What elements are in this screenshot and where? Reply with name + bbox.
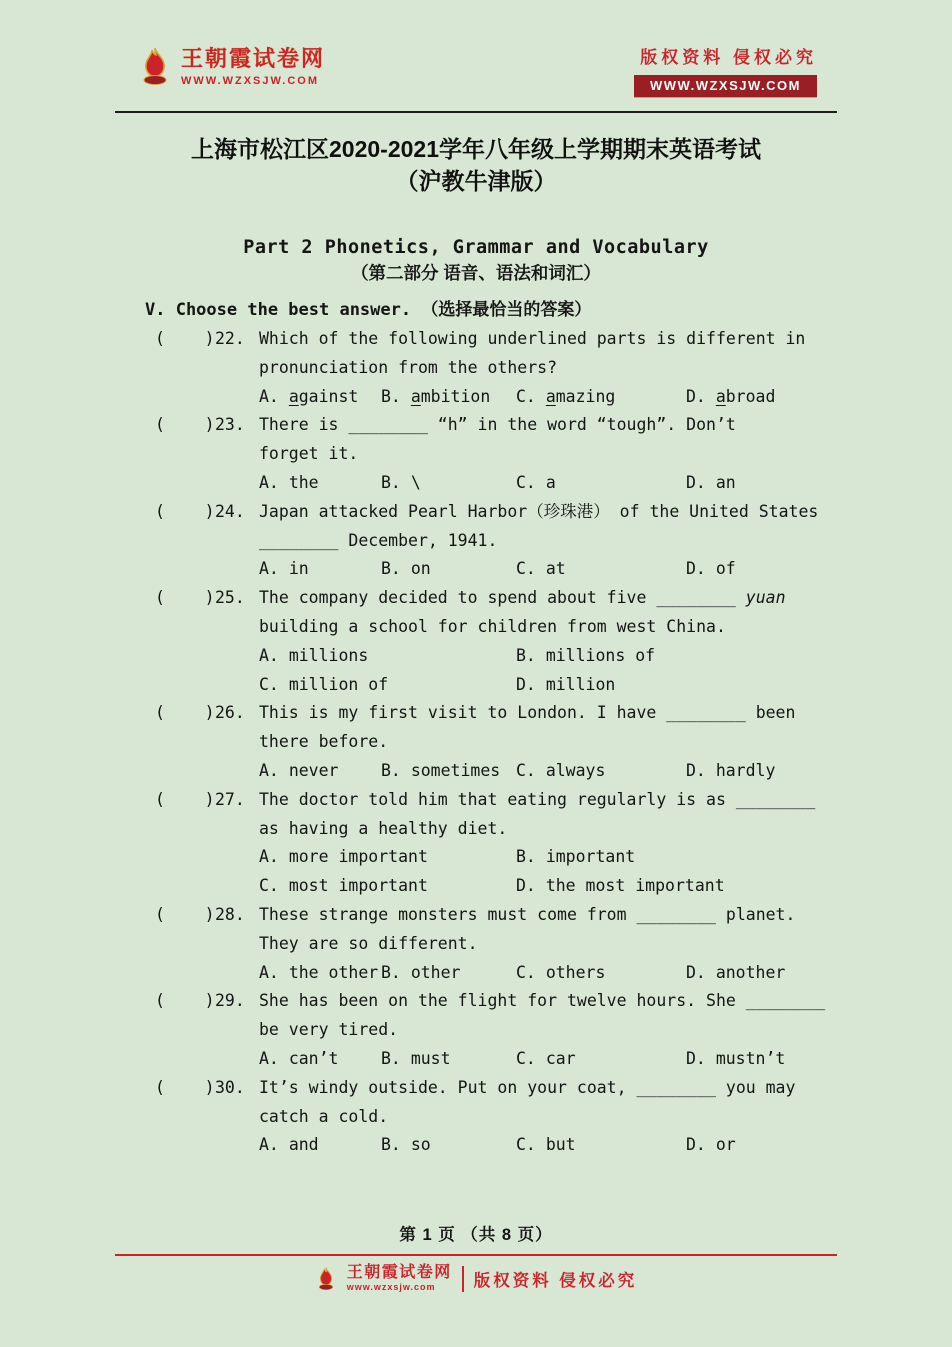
text-segment: Which of the following underlined parts is different in: [259, 329, 806, 348]
site-logo: [137, 46, 325, 89]
option-A: [259, 843, 516, 872]
footer-copyright: 版权资料 侵权必究: [473, 1271, 638, 1290]
question-body: [259, 498, 837, 584]
text-segment: hardly: [715, 760, 776, 780]
underlined-text: a: [410, 386, 421, 406]
text-segment: million of: [288, 674, 389, 694]
question-text-line: [259, 987, 837, 1016]
option-B: [381, 383, 516, 412]
header-divider: [115, 111, 837, 113]
text-segment: \: [410, 472, 421, 492]
option-label: D.: [686, 760, 716, 780]
text-segment: most important: [288, 876, 428, 896]
option-C: [259, 671, 516, 700]
text-segment: or: [715, 1135, 736, 1155]
option-D: [686, 959, 785, 988]
question-text-line: [259, 527, 837, 556]
text-segment: must: [410, 1048, 451, 1068]
option-C: [516, 469, 686, 498]
text-segment: the most important: [545, 876, 725, 896]
question-item: [155, 987, 837, 1073]
option-B: [516, 843, 635, 872]
text-segment: there before.: [259, 732, 389, 752]
option-A: [259, 757, 381, 786]
option-A: [259, 1131, 381, 1160]
question-body: [259, 699, 837, 785]
option-label: D.: [686, 1048, 716, 1068]
text-segment: pronunciation from the others?: [259, 357, 558, 377]
text-segment: an: [715, 472, 736, 492]
option-label: B.: [381, 386, 411, 406]
option-row: [259, 872, 837, 901]
answer-blank-parens: ( ): [155, 415, 215, 435]
option-B: [381, 1045, 516, 1074]
option-A: [259, 642, 516, 671]
text-segment: catch a cold.: [259, 1106, 389, 1126]
option-B: [381, 555, 516, 584]
text-segment: building a school for children from west China.: [259, 616, 726, 636]
part-heading: Part 2 Phonetics, Grammar and Vocabulary: [243, 237, 709, 258]
text-segment: It’s windy outside. Put on your coat, ________ you may: [259, 1077, 796, 1097]
underlined-text: a: [715, 386, 726, 406]
question-item: [155, 901, 837, 987]
option-label: A.: [259, 1048, 289, 1068]
text-segment: the other: [288, 962, 379, 982]
option-C: [516, 959, 686, 988]
site-url: WWW.WZXSJW.COM: [181, 75, 319, 87]
option-row: [259, 1045, 837, 1074]
option-label: A.: [259, 1135, 289, 1155]
question-number: 25.: [215, 588, 245, 608]
text-segment: of: [715, 559, 736, 579]
question-item: [155, 699, 837, 785]
option-label: A.: [259, 847, 289, 867]
flame-logo-icon: [315, 1266, 337, 1291]
option-label: C.: [516, 1048, 546, 1068]
footer-divider: [115, 1254, 837, 1256]
option-label: B.: [381, 472, 411, 492]
option-B: [381, 1131, 516, 1160]
text-segment: mustn’t: [715, 1048, 786, 1068]
option-B: [516, 642, 655, 671]
option-row: [259, 671, 837, 700]
text-segment: millions of: [545, 645, 656, 665]
question-text-line: [259, 786, 837, 815]
option-C: [516, 555, 686, 584]
site-name: 王朝霞试卷网: [181, 46, 326, 71]
text-segment: as having a healthy diet.: [259, 818, 508, 838]
text-segment: others: [545, 962, 606, 982]
question-text-line: [259, 613, 837, 642]
answer-blank-parens: ( ): [155, 329, 215, 348]
question-number: 28.: [215, 904, 245, 924]
option-label: C.: [259, 674, 289, 694]
answer-blank-parens: ( ): [155, 789, 215, 809]
text-segment: always: [545, 760, 606, 780]
option-label: B.: [516, 847, 546, 867]
copyright-block: [634, 46, 817, 97]
part-subtitle: （第二部分 语音、语法和词汇）: [351, 263, 601, 283]
text-segment: at: [545, 559, 566, 579]
option-label: D.: [516, 876, 546, 896]
question-item: [155, 1074, 837, 1160]
url-ribbon: WWW.WZXSJW.COM: [634, 75, 817, 97]
option-D: [686, 1045, 785, 1074]
text-segment: The company decided to spend about five ________: [259, 588, 746, 608]
answer-blank-parens: ( ): [155, 588, 215, 608]
option-label: C.: [516, 386, 546, 406]
option-label: D.: [686, 559, 716, 579]
text-segment: in: [288, 559, 309, 579]
option-B: [381, 757, 516, 786]
option-label: B.: [381, 962, 411, 982]
question-text-line: [259, 1016, 837, 1045]
text-segment: other: [410, 962, 461, 982]
question-number: 29.: [215, 991, 245, 1011]
question-text-line: [259, 901, 837, 930]
copyright-notice: 版权资料 侵权必究: [640, 48, 817, 67]
question-text-line: [259, 815, 837, 844]
option-B: [381, 959, 516, 988]
option-row: [259, 1131, 837, 1160]
answer-blank-parens: ( ): [155, 991, 215, 1011]
text-segment: broad: [725, 386, 776, 406]
text-segment: She has been on the flight for twelve hours. She ________: [259, 991, 826, 1011]
option-row: [259, 843, 837, 872]
section-instruction: V. Choose the best answer. （选择最恰当的答案）: [145, 300, 592, 320]
text-segment: mbition: [420, 386, 491, 406]
option-label: A.: [259, 386, 289, 406]
question-item: [155, 411, 837, 497]
question-body: [259, 901, 837, 987]
site-logo-text: [181, 46, 325, 89]
text-segment: They are so different.: [259, 933, 478, 953]
option-D: [686, 1131, 736, 1160]
text-segment: Japan attacked Pearl Harbor（珍珠港） of the United States: [259, 501, 819, 521]
text-segment: on: [410, 559, 431, 579]
text-segment: mazing: [555, 386, 616, 406]
option-C: [516, 383, 686, 412]
page-footer: [115, 1222, 837, 1293]
footer-site-name: 王朝霞试卷网: [346, 1264, 452, 1281]
option-label: B.: [381, 1135, 411, 1155]
text-segment: gainst: [298, 386, 359, 406]
underlined-text: a: [288, 386, 299, 406]
flame-logo-icon: [137, 46, 173, 86]
question-text-line: [259, 930, 837, 959]
option-row: [259, 757, 837, 786]
text-segment: These strange monsters must come from ________ planet.: [259, 904, 796, 924]
question-text-line: [259, 1074, 837, 1103]
footer-brand: [115, 1264, 837, 1293]
option-A: [259, 555, 381, 584]
question-text-line: [259, 411, 837, 440]
question-body: [259, 325, 837, 411]
text-segment: a: [545, 472, 556, 492]
exam-title-line2: （沪教牛津版）: [395, 168, 557, 194]
text-segment: can’t: [288, 1048, 339, 1068]
question-text-line: [259, 440, 837, 469]
text-segment: car: [545, 1048, 576, 1068]
question-number: 26.: [215, 703, 245, 723]
text-segment: ________ December, 1941.: [259, 530, 498, 550]
text-segment: another: [715, 962, 786, 982]
question-body: [259, 411, 837, 497]
question-text-line: [259, 354, 837, 383]
question-item: [155, 786, 837, 901]
answer-blank-parens: ( ): [155, 703, 215, 723]
option-D: [516, 671, 615, 700]
option-label: D.: [686, 1135, 716, 1155]
question-number: 27.: [215, 789, 245, 809]
question-text-line: [259, 584, 837, 613]
option-A: [259, 959, 381, 988]
option-label: D.: [516, 674, 546, 694]
question-item: [155, 584, 837, 699]
footer-site-url: www.wzxsjw.com: [346, 1282, 436, 1292]
text-segment: There is ________ “h” in the word “tough”. Don’t: [259, 415, 736, 435]
option-label: B.: [516, 645, 546, 665]
text-segment: important: [545, 847, 636, 867]
text-segment: The doctor told him that eating regularly is as ________: [259, 789, 816, 809]
question-text-line: [259, 699, 837, 728]
option-row: [259, 959, 837, 988]
option-label: C.: [259, 876, 289, 896]
option-D: [686, 383, 775, 412]
text-segment: millions: [288, 645, 369, 665]
option-label: A.: [259, 472, 289, 492]
question-number: 22.: [215, 329, 245, 348]
question-text-line: [259, 728, 837, 757]
text-segment: more important: [288, 847, 428, 867]
content-wrapper: [115, 0, 837, 1160]
text-segment: million: [545, 674, 616, 694]
option-D: [686, 555, 736, 584]
text-segment: and: [288, 1135, 319, 1155]
option-label: A.: [259, 760, 289, 780]
option-label: A.: [259, 559, 289, 579]
option-row: [259, 469, 837, 498]
option-C: [516, 757, 686, 786]
text-segment: This is my first visit to London. I have ________ been: [259, 703, 796, 723]
option-label: A.: [259, 645, 289, 665]
answer-blank-parens: ( ): [155, 501, 215, 521]
option-C: [516, 1045, 686, 1074]
question-body: [259, 584, 837, 699]
option-C: [516, 1131, 686, 1160]
option-label: B.: [381, 1048, 411, 1068]
text-segment: be very tired.: [259, 1020, 399, 1040]
option-A: [259, 383, 381, 412]
option-label: D.: [686, 472, 716, 492]
text-segment: but: [545, 1135, 576, 1155]
answer-blank-parens: ( ): [155, 1077, 215, 1097]
option-label: C.: [516, 760, 546, 780]
underlined-text: a: [545, 386, 556, 406]
italic-text: yuan: [745, 588, 786, 608]
option-row: [259, 555, 837, 584]
option-C: [259, 872, 516, 901]
text-segment: never: [288, 760, 339, 780]
option-A: [259, 1045, 381, 1074]
option-label: C.: [516, 1135, 546, 1155]
option-label: C.: [516, 559, 546, 579]
option-D: [686, 757, 775, 786]
question-number: 23.: [215, 415, 245, 435]
option-label: C.: [516, 472, 546, 492]
question-number: 24.: [215, 501, 245, 521]
option-D: [516, 872, 725, 901]
question-number: 30.: [215, 1077, 245, 1097]
option-label: A.: [259, 962, 289, 982]
option-A: [259, 469, 381, 498]
question-text-line: [259, 498, 837, 527]
page-number-info: 第 1 页 （共 8 页）: [399, 1226, 553, 1244]
question-text-line: [259, 1103, 837, 1132]
answer-blank-parens: ( ): [155, 904, 215, 924]
option-label: B.: [381, 559, 411, 579]
option-label: B.: [381, 760, 411, 780]
text-segment: so: [410, 1135, 431, 1155]
question-body: [259, 987, 837, 1073]
question-item: [155, 498, 837, 584]
text-segment: forget it.: [259, 444, 359, 464]
option-label: C.: [516, 962, 546, 982]
option-label: D.: [686, 962, 716, 982]
page-header: [115, 0, 837, 97]
footer-site-block: [347, 1264, 452, 1293]
footer-separator: [462, 1266, 464, 1292]
exam-title-line1: 上海市松江区2020-2021学年八年级上学期期末英语考试: [191, 136, 761, 162]
option-row: [259, 642, 837, 671]
option-row: [259, 383, 837, 412]
question-body: [259, 1074, 837, 1160]
question-list: [115, 325, 837, 1160]
text-segment: sometimes: [410, 760, 501, 780]
question-text-line: [259, 325, 837, 354]
text-segment: the: [288, 472, 319, 492]
option-D: [686, 469, 736, 498]
option-label: D.: [686, 386, 716, 406]
exam-title: [115, 133, 837, 197]
question-body: [259, 786, 837, 901]
question-item: [155, 325, 837, 411]
option-B: [381, 469, 516, 498]
